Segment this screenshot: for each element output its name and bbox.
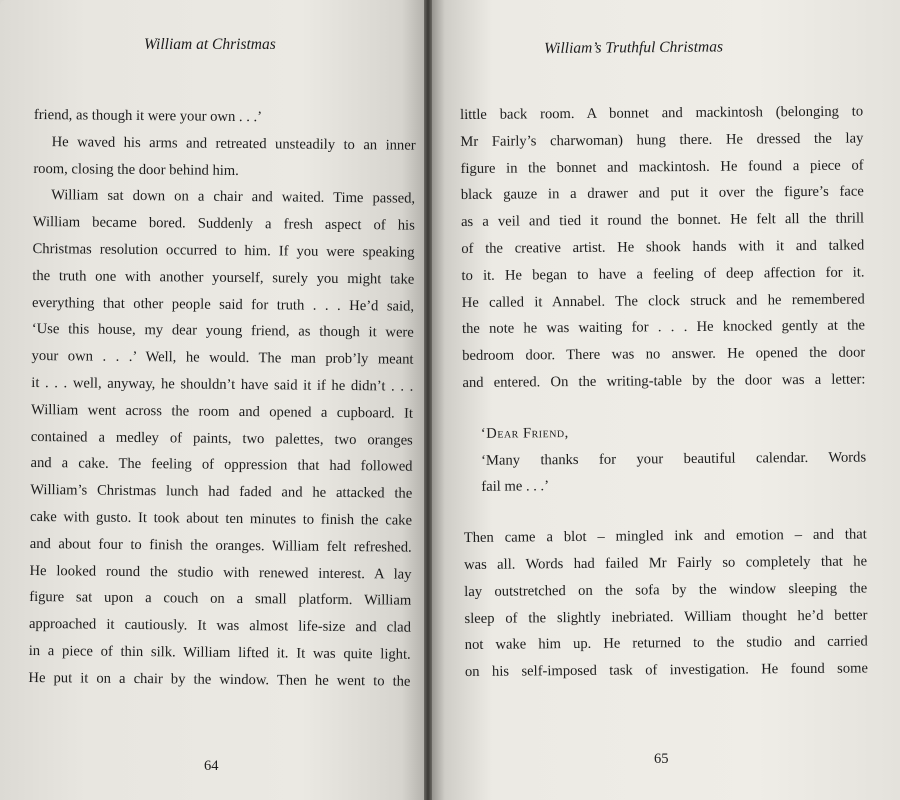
- text-line: sleep of the slightly inebriated. William thought he’d better: [464, 607, 868, 627]
- right-page-number: 65: [654, 751, 669, 767]
- text-line: figure in the bonnet and mackintosh. He found a piece of: [460, 157, 864, 177]
- text-line: and entered. On the writing-table by the door was a letter:: [462, 371, 866, 391]
- text-line: on his self-imposed task of investigation. He found some: [464, 660, 869, 681]
- right-page: [426, 0, 900, 800]
- text-line: William went across the room and opened a cupboard. It: [30, 401, 414, 422]
- left-running-head: William at Christmas: [144, 36, 276, 53]
- text-line: everything that other people said for truth . . . He’d said,: [31, 294, 415, 315]
- text-line: figure sat upon a couch on a small platform. William: [29, 589, 412, 609]
- left-page: [0, 0, 432, 800]
- text-line: contained a medley of paints, two palettes, two oranges: [30, 428, 413, 449]
- text-line: the truth one with another yourself, surely you might take: [32, 267, 415, 288]
- letter-line: ‘Many thanks for your beautiful calendar. Words: [481, 449, 867, 469]
- text-line: the note he was waiting for . . . He knocked gently at the: [461, 317, 866, 338]
- text-line: and about four to finish the oranges. William felt refreshed.: [29, 535, 412, 556]
- text-line: not wake him up. He returned to the studio and carried: [464, 633, 868, 654]
- text-line: friend, as though it were your own . . .’: [33, 106, 263, 126]
- text-line: of the creative artist. He shook hands with it and talked: [461, 237, 865, 257]
- text-line: to it. He began to have a feeling of deep affection for it.: [461, 264, 865, 284]
- text-line: as a veil and tied it round the bonnet. He felt all the thrill: [460, 210, 865, 231]
- text-line: Christmas resolution occurred to him. If you were speaking: [32, 240, 415, 261]
- right-running-head: William’s Truthful Christmas: [544, 38, 724, 57]
- letter-salutation: ‘Dear Friend,: [480, 424, 569, 442]
- text-line: He looked round the studio with renewed interest. A lay: [29, 562, 412, 583]
- paragraph-gap: [463, 498, 866, 526]
- text-line: approached it cautiously. It was almost life-size and clad: [28, 616, 412, 636]
- text-line: it . . . well, anyway, he shouldn’t have said it if he didn’t . . .: [31, 374, 414, 395]
- text-line: William became bored. Suddenly a fresh aspect of his: [32, 214, 415, 234]
- text-line: your own . . .’ Well, he would. The man prob’ly meant: [31, 348, 414, 368]
- right-body-text: [460, 98, 868, 685]
- text-line: Mr Fairly’s charwoman) hung there. He dressed the lay: [460, 130, 864, 150]
- letter-line: fail me . . .’: [481, 478, 550, 496]
- text-line: room, closing the door behind him.: [33, 160, 239, 179]
- text-line: was all. Words had failed Mr Fairly so completely that he: [463, 553, 868, 573]
- text-line: black gauze in a drawer and put it over the figure’s face: [460, 183, 864, 204]
- text-line: lay outstretched on the sofa by the window sleeping the: [464, 580, 868, 600]
- text-line: Then came a blot – mingled ink and emotion – and that: [463, 526, 867, 547]
- left-page-number: 64: [204, 758, 219, 774]
- text-line: ‘Use this house, my dear young friend, as though it were: [31, 321, 414, 342]
- text-line: little back room. A bonnet and mackintosh (belonging to: [460, 103, 864, 123]
- text-line: William sat down on a chair and waited. Time passed,: [51, 187, 416, 208]
- text-line: cake with gusto. It took about ten minutes to finish the cake: [29, 508, 413, 529]
- text-line: bedroom door. There was no answer. He opened the door: [462, 344, 866, 365]
- text-line: He put it on a chair by the window. Then he went to the: [28, 669, 411, 690]
- text-line: He waved his arms and retreated unsteadily to an inner: [51, 133, 416, 154]
- text-line: in a piece of thin silk. William lifted it. It was quite light.: [28, 642, 411, 663]
- paragraph-gap: [463, 393, 866, 421]
- text-line: He called it Annabel. The clock struck and he remembered: [461, 291, 865, 311]
- left-body-text: [28, 102, 416, 695]
- book-gutter: [424, 0, 432, 800]
- text-line: William’s Christmas lunch had faded and he attacked the: [30, 482, 413, 502]
- text-line: and a cake. The feeling of oppression that had followed: [30, 455, 413, 476]
